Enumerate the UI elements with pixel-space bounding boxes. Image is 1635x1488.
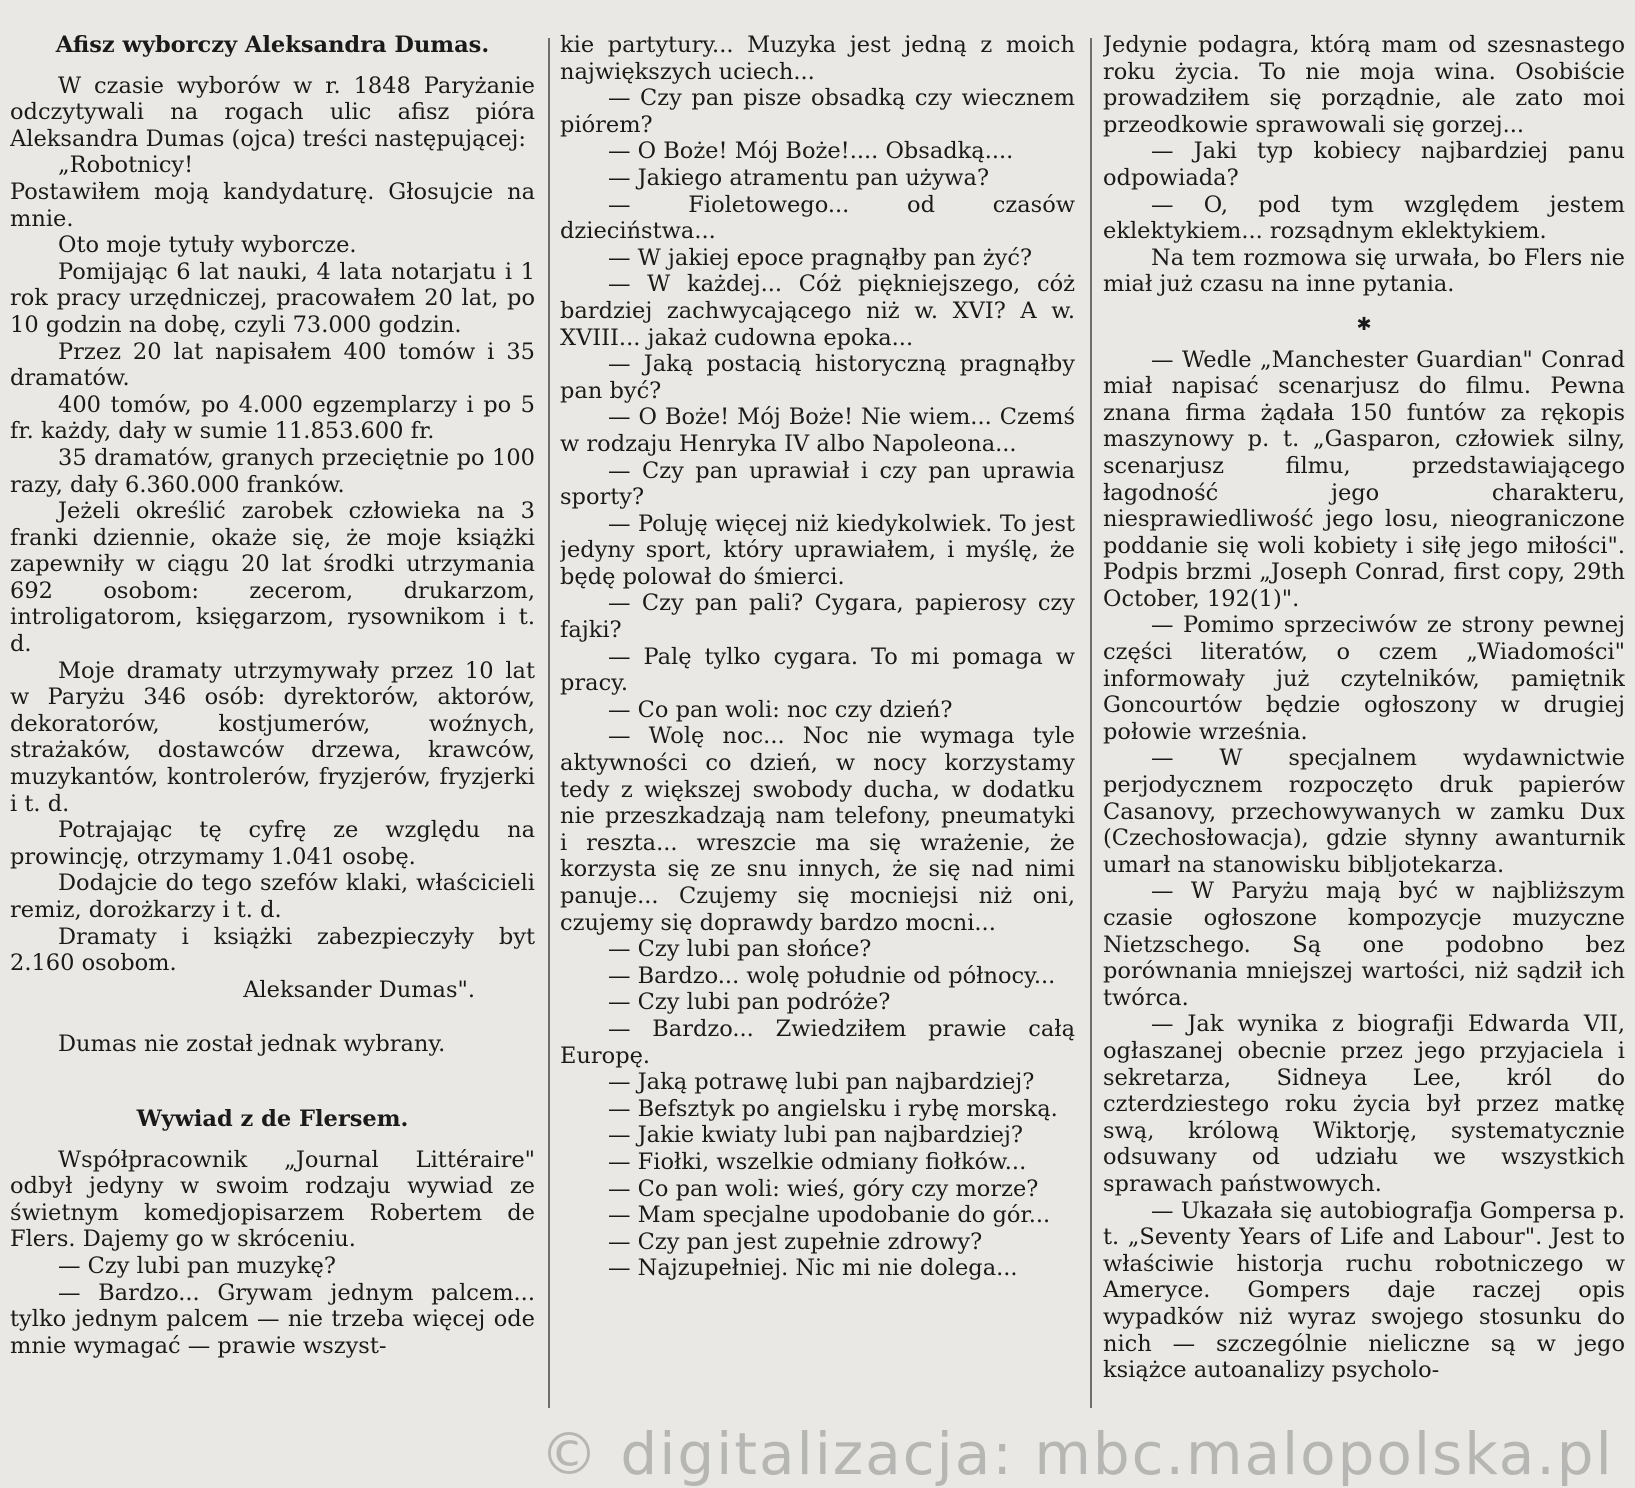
paragraph: — Jaką potrawę lubi pan najbardziej? xyxy=(608,1069,1035,1096)
paragraph: kie partytury... Muzyka jest jedną z moich największych uciech... xyxy=(560,32,1075,85)
paragraph: — Czy pan jest zupełnie zdrowy? xyxy=(608,1228,983,1255)
paragraph: — Ukazała się autobiografja Gompersa p. t. „Seventy Years of Life and Labour". Jest to właściwie historja ruchu robotniczego w Ameryce. Gompers daje raczej opis wypadków niż wyraz swojego stosunku do nich — szczególnie nieliczne są w jego książce autoanalizy psycholo- xyxy=(1103,1197,1625,1384)
paragraph: Na tem rozmowa się urwała, bo Flers nie miał już czasu na inne pytania. xyxy=(1103,244,1625,298)
paragraph: — Jaki typ kobiecy najbardziej panu odpowiada? xyxy=(1103,138,1625,191)
paragraph: — Fiołki, wszelkie odmiany fiołków... xyxy=(608,1148,1027,1175)
paragraph: Dumas nie został jednak wybrany. xyxy=(58,1031,446,1058)
paragraph: — O Boże! Mój Boże!.... Obsadką.... xyxy=(608,138,1014,165)
paragraph: — Czy pan uprawiał i czy pan uprawia sporty? xyxy=(560,457,1075,511)
column-1 xyxy=(10,32,535,1422)
paragraph: — Jakie kwiaty lubi pan najbardziej? xyxy=(608,1122,1023,1149)
paragraph: — Wolę noc... Noc nie wymaga tyle aktywności co dzień, w nocy korzystamy tedy z większej swobody ducha, w dodatku nie przeszkadzają nam telefony, pneumatyki i reszta... wreszcie ma się wrażenie, że korzysta się ze snu innych, że się nad nimi panuje... Czujemy się mocniejsi niż oni, czujemy się doprawdy bardzo mocni... xyxy=(560,723,1075,936)
paragraph: — Jakiego atramentu pan używa? xyxy=(608,164,990,191)
paragraph: — Palę tylko cygara. To mi pomaga w pracy. xyxy=(560,643,1075,697)
paragraph: — W każdej... Cóż piękniejszego, cóż bardziej zachwycającego niż w. XVI? A w. XVIII... jakaż cudowna epoka... xyxy=(560,271,1075,351)
article-heading-flers: Wywiad z de Flersem. xyxy=(136,1105,409,1132)
paragraph: Jedynie podagra, którą mam od szesnastego roku życia. To nie moja wina. Osobiście prowadziłem się porządnie, ale zato moi przeodkowie sprawowali się gorzej... xyxy=(1103,32,1625,138)
paragraph: — W Paryżu mają być w najbliższym czasie ogłoszone kompozycje muzyczne Nietzschego. Są one podobno bez porównania mniejszej wartości, niż sądził ich twórca. xyxy=(1103,878,1625,1011)
paragraph: — Czy lubi pan słońce? xyxy=(608,936,872,963)
paragraph: — Jak wynika z biografji Edwarda VII, ogłaszanej obecnie przez jego przyjaciela i sekretarza, Sidneya Lee, król do czterdziestego roku życia był przez matkę swą, królową Wiktorję, systematycznie odsuwany od udziału we wszystkich sprawach państwowych. xyxy=(1103,1011,1625,1197)
paragraph: — Czy lubi pan muzykę? xyxy=(58,1252,336,1279)
paragraph: — Bardzo... Grywam jednym palcem... tylko jednym palcem — nie trzeba więcej ode mnie wymagać — prawie wszyst- xyxy=(10,1279,535,1359)
paragraph: — Co pan woli: noc czy dzień? xyxy=(608,696,953,723)
paragraph: „Robotnicy! xyxy=(58,152,194,179)
paragraph: W czasie wyborów w r. 1848 Paryżanie odczytywali na rogach ulic afisz pióra Aleksandra Dumas (ojca) treści następującej: xyxy=(10,72,535,152)
paragraph: — O Boże! Mój Boże! Nie wiem... Czemś w rodzaju Henryka IV albo Napoleona... xyxy=(560,404,1075,457)
paragraph: — Pomimo sprzeciwów ze strony pewnej części literatów, o czem „Wiadomości" informowały już czytelników, pamiętnik Goncourtów będzie ogłoszony w drugiej połowie września. xyxy=(1103,612,1625,745)
paragraph: — Fioletowego... od czasów dzieciństwa... xyxy=(560,191,1075,245)
paragraph: — Najzupełniej. Nic mi nie dolega... xyxy=(608,1255,1018,1282)
paragraph: 35 dramatów, granych przeciętnie po 100 razy, dały 6.360.000 franków. xyxy=(10,444,535,498)
paragraph: — Jaką postacią historyczną pragnąłby pan być? xyxy=(560,351,1075,404)
paragraph: Współpracownik „Journal Littéraire" odbył jedyny w swoim rodzaju wywiad ze świetnym komedjopisarzem Robertem de Flers. Dajemy go w skróceniu. xyxy=(10,1146,535,1253)
column-rule-left xyxy=(548,38,550,1408)
paragraph: — Bardzo... Zwiedziłem prawie całą Europę. xyxy=(560,1015,1075,1069)
paragraph: Moje dramaty utrzymywały przez 10 lat w Paryżu 346 osób: dyrektorów, aktorów, dekoratorów, kostjumerów, woźnych, strażaków, dostawców drzewa, krawców, muzykantów, kontrolerów, fryzjerów, fryzjerki i t. d. xyxy=(10,657,535,817)
paragraph: Pomijając 6 lat nauki, 4 lata notarjatu i 1 rok pracy urzędniczej, pracowałem 20 lat, po 10 godzin na dobę, czyli 73.000 godzin. xyxy=(10,258,535,338)
paragraph: — Poluję więcej niż kiedykolwiek. To jest jedyny sport, który uprawiałem, i myślę, że będę polował do śmierci. xyxy=(560,510,1075,590)
paragraph: Oto moje tytuły wyborcze. xyxy=(58,232,357,259)
column-rule-right xyxy=(1090,38,1092,1408)
paragraph: — Czy pan pisze obsadką czy wiecznem piórem? xyxy=(560,85,1075,138)
paragraph: — Czy pan pali? Cygara, papierosy czy fajki? xyxy=(560,590,1075,644)
paragraph: — Wedle „Manchester Guardian" Conrad miał napisać scenarjusz do filmu. Pewna znana firma żądała 150 funtów za rękopis maszynowy p. t. „Gasparon, człowiek silny, scenarjusz filmu, przedstawiającego łagodność jego charakteru, niesprawiedliwość jego losu, nieograniczone poddanie się woli kobiety i siłę jego miłości". Podpis brzmi „Joseph Conrad, first copy, 29th October, 192(1)". xyxy=(1103,346,1625,612)
article-heading-dumas: Afisz wyborczy Aleksandra Dumas. xyxy=(55,32,490,58)
paragraph: — W jakiej epoce pragnąłby pan żyć? xyxy=(608,244,1033,271)
paragraph: 400 tomów, po 4.000 egzemplarzy i po 5 fr. każdy, dały w sumie 11.853.600 fr. xyxy=(10,391,535,445)
paragraph: — Mam specjalne upodobanie do gór... xyxy=(608,1202,1051,1229)
paragraph: Dramaty i książki zabezpieczyły byt 2.160 osobom. xyxy=(10,923,535,977)
paragraph: — W specjalnem wydawnictwie perjodycznem rozpoczęto druk papierów Casanovy, przechowywanych w zamku Dux (Czechosłowacja), gdzie słynny awanturnik umarł na stanowisku bibljotekarza. xyxy=(1103,745,1625,878)
paragraph: Jeżeli określić zarobek człowieka na 3 franki dziennie, okaże się, że moje książki zapewniły w ciągu 20 lat środki utrzymania 692 osobom: zecerom, drukarzom, introligatorom, księgarzom, rysownikom i t. d. xyxy=(10,498,535,658)
column-3 xyxy=(1103,32,1625,1422)
paragraph: — Befsztyk po angielsku i rybę morską. xyxy=(608,1095,1058,1122)
paragraph: Postawiłem moją kandydaturę. Głosujcie na mnie. xyxy=(10,178,535,232)
section-separator: ✱ xyxy=(1356,313,1372,335)
signature: Aleksander Dumas". xyxy=(243,976,475,1003)
paragraph: — Bardzo... wolę południe od północy... xyxy=(608,962,1056,989)
paragraph: — Co pan woli: wieś, góry czy morze? xyxy=(608,1175,1039,1202)
paragraph: Dodajcie do tego szefów klaki, właścicieli remiz, dorożkarzy i t. d. xyxy=(10,870,535,923)
paragraph: — Czy lubi pan podróże? xyxy=(608,989,891,1016)
paragraph: Przez 20 lat napisałem 400 tomów i 35 dramatów. xyxy=(10,338,535,392)
paragraph: Potrajając tę cyfrę ze względu na prowincję, otrzymamy 1.041 osobę. xyxy=(10,817,535,870)
digitization-watermark: © digitalizacja: mbc.malopolska.pl xyxy=(540,1420,1614,1488)
column-2 xyxy=(560,32,1075,1422)
paragraph: — O, pod tym względem jestem eklektykiem... rozsądnym eklektykiem. xyxy=(1103,191,1625,245)
